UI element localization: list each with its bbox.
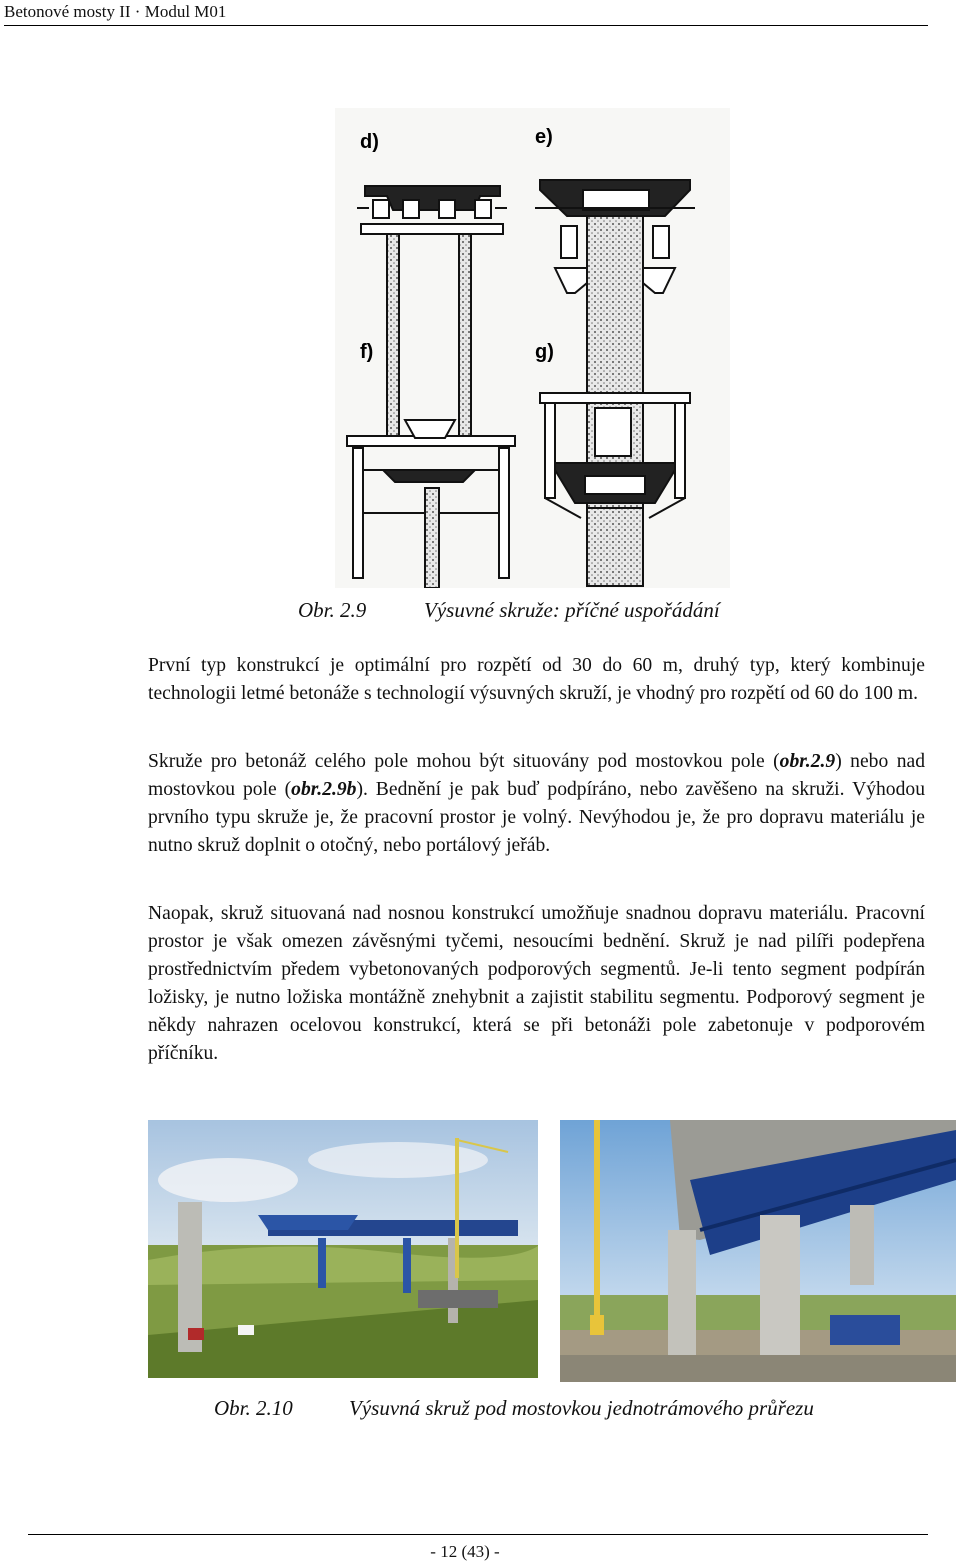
formwork-drawings (335, 108, 730, 588)
header-title: Betonové mosty II · Modul M01 (4, 2, 227, 21)
label-d: d) (360, 131, 379, 153)
label-e: e) (535, 126, 553, 148)
paragraph-formwork-position (148, 748, 925, 860)
figure-formwork-cross-sections (335, 108, 730, 588)
figure-2-9-caption-text: Výsuvné skruže: příčné uspořádání (424, 598, 720, 622)
page-header (0, 0, 930, 26)
label-f: f) (360, 341, 374, 363)
paragraph-span-ranges: První typ konstrukcí je optimální pro rozpětí od 30 do 60 m, druhý typ, který kombinuje technologii letmé betonáže s technologií výsuvných skruží, je vhodný pro rozpětí od 60 do 100 m. (148, 655, 925, 704)
label-g: g) (535, 341, 554, 363)
header-divider (4, 25, 928, 26)
drawing-f (347, 420, 515, 588)
figure-reference[interactable]: obr.2.9 (779, 751, 836, 772)
photo-launching-girder-under-deck (560, 1120, 956, 1382)
paragraph-text: ). Bednění je pak buď podpíráno, nebo zavěšeno na skruži. Výhodou prvního typu skruže je, že pracovní prostor je volný. Nevýhodou je, že pro dopravu materiálu je nutno skruž doplnit o otočný, nebo portálový jeřáb. (148, 779, 925, 856)
footer-divider (28, 1534, 928, 1535)
paragraph-text: ) nebo nad mostovkou pole ( (148, 751, 925, 800)
figure-2-10-caption-text: Výsuvná skruž pod mostovkou jednotrámového průřezu (349, 1396, 814, 1420)
photo-launching-girder-site (148, 1120, 538, 1378)
drawing-g (540, 393, 690, 586)
figure-2-9-caption-number: Obr. 2.9 (298, 598, 367, 622)
figure-2-10-caption-number: Obr. 2.10 (214, 1396, 293, 1420)
paragraph-overhead-formwork: Naopak, skruž situovaná nad nosnou konstrukcí umožňuje snadnou dopravu materiálu. Pracovní prostor je však omezen závěsnými tyčemi, nesoucími bednění. Skruž je nad pilíři podepřena prostřednictvím předem vybetonovaných podporových segmentů. Je-li tento segment podpírán ložisky, je nutno ložiska montážně znehybnit a zajistit stabilitu segmentu. Podporový segment je někdy nahrazen ocelovou konstrukcí, která se při betonáži pole zabetonuje v podporovém příčníku. (148, 903, 925, 1064)
page-number: - 12 (43) - (430, 1542, 500, 1561)
drawing-d (357, 186, 507, 439)
paragraph-text: Skruže pro betonáž celého pole mohou být situovány pod mostovkou pole ( (148, 751, 780, 772)
figure-reference[interactable]: obr.2.9b (291, 779, 357, 800)
